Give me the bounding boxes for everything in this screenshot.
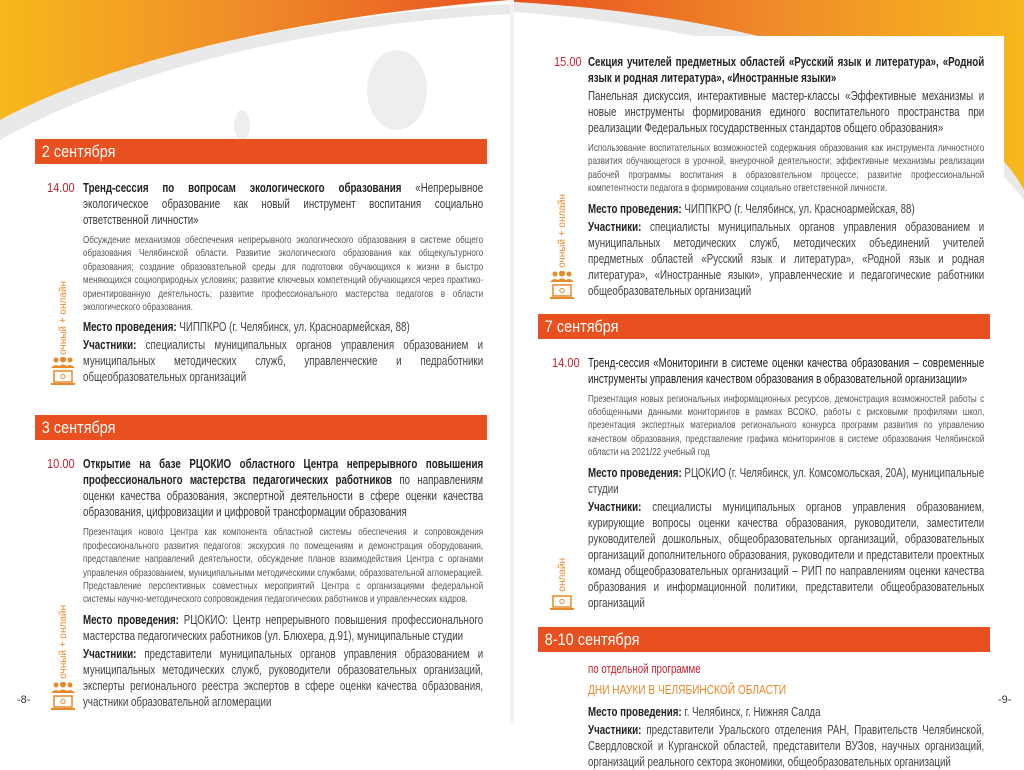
event-venue: Место проведения: РЦОКИО: Центр непрерывного повышения профессионального мастерства педагогических работников (ул. Блюхера, д.91), муниципальные студии — [83, 612, 484, 643]
event-participants: Участники: специалисты муниципальных органов управления образованием и муниципальных методических служб, управленческие и педработники общеобразовательных организаций — [83, 338, 484, 385]
event-title: ДНИ НАУКИ В ЧЕЛЯБИНСКОЙ ОБЛАСТИ — [588, 681, 787, 697]
event-title: Секция учителей предметных областей «Русский язык и литература», «Родной язык и родная литература», «Иностранные языки» — [588, 55, 985, 85]
format-label: онлайн — [556, 558, 568, 592]
people-laptop-icon — [50, 682, 76, 710]
event-participants: Участники: специалисты муниципальных органов управления образованием, курирующие вопросы оценки качества образования, руководители, заместители руководителей дошкольных, общеобразовательных организаций, образовательных организаций дополнительного образования, руководители и представители проектных команд общеобразовательных организаций – РИП по направлениям оценки качества образования и информационной политики, представители общеобразовательных организаций — [588, 499, 985, 610]
format-label: очный + онлайн — [57, 605, 69, 679]
event-title: Тренд-сессия «Мониторинги в системе оценки качества образования – современные инструменты управления качеством образования в образовательной организации» — [588, 355, 985, 386]
day-header-8-10-sep — [538, 627, 990, 652]
left-page-content — [35, 139, 487, 710]
event-participants: Участники: представители Уральского отделения РАН, Правительств Челябинской, Свердловской и Курганской областей, представители ВУЗов, научных организаций, организаций реального сектора экономики, общеобразовательных организаций — [588, 722, 985, 769]
format-label: очный + онлайн — [57, 280, 69, 355]
page-left — [0, 0, 510, 724]
format-indicator — [49, 605, 77, 710]
event-time: 14.00 — [552, 354, 580, 370]
event-center-opening — [35, 456, 487, 709]
day-date: 2 сентября — [41, 142, 116, 161]
event-description: Презентация нового Центра как компонента областной системы обеспечения и сопровождения профессионального развития педагогов: экскурсия по помещениям и демонстрация оборудования, представление направлений деятельности, обсуждение планов взаимодействия Центра с органами управления образованием, муниципальными методическими службами, образовательной агломерацией. Представление перспективных совместных мероприятий Центра с организациями федеральной системы научно-методического сопровождения педагогических работников и управленческих кадров. — [83, 527, 484, 606]
page-number: -9- — [998, 694, 1012, 706]
header-swoosh-decoration — [0, 0, 510, 140]
day-date: 3 сентября — [41, 418, 116, 438]
event-title: Открытие на базе РЦОКИО областного Центра непрерывного повышения профессионального мастерства педагогических работников по направлениям оценки качества образования, экспертной деятельности в сфере оценки качества образования, цифровизации и цифровой трансформации образования — [83, 457, 484, 520]
event-note: по отдельной программе — [588, 661, 701, 676]
event-monitoring-trend-session — [538, 355, 990, 611]
event-venue: Место проведения: г. Челябинск, г. Нижняя Салда — [588, 704, 821, 719]
event-time: 15.00 — [554, 54, 582, 69]
right-page-content — [538, 54, 990, 770]
event-venue: Место проведения: ЧИППКРО (г. Челябинск, ул. Красноармейская, 88) — [83, 320, 410, 335]
event-eco-trend-session — [35, 180, 487, 385]
format-indicator — [548, 194, 576, 299]
format-indicator — [548, 558, 576, 611]
event-title: Тренд-сессия по вопросам экологического образования «Непрерывное экологическое образование как новый инструмент воспитания социально ответственной личности» — [83, 181, 484, 227]
event-description: Презентация новых региональных информационных ресурсов, демонстрация возможностей работы с обобщенными данными мониторингов в рамках ВСОКО, работы с рисковыми профилями школ, презентация экспертных материалов регионального конкурса программ развития по управлению качеством образования, представление графика мониторингов в системе образования Челябинской области на 2021/22 учебный год — [588, 393, 985, 459]
day-header-3-sep — [35, 415, 487, 440]
format-label: очный + онлайн — [556, 193, 568, 268]
day-date: 7 сентября — [544, 316, 619, 336]
people-laptop-icon — [50, 357, 76, 385]
laptop-icon — [550, 595, 574, 611]
format-indicator — [49, 281, 77, 386]
event-language-section — [538, 54, 990, 299]
event-venue: Место проведения: РЦОКИО (г. Челябинск, ул. Комсомольская, 20А), муниципальные студии — [588, 465, 985, 496]
event-participants: Участники: представители муниципальных органов управления образованием и муниципальных методических служб, руководители образовательных организаций, эксперты регионального реестра экспертов в сфере оценки качества образования, участники образовательной агломерации — [83, 646, 484, 709]
day-date: 8-10 сентября — [544, 629, 640, 649]
event-time: 10.00 — [47, 456, 75, 472]
event-science-days — [538, 661, 990, 770]
people-laptop-icon — [549, 271, 575, 299]
page-right — [514, 0, 1024, 769]
page-number: -8- — [17, 694, 31, 706]
day-header-7-sep — [538, 314, 990, 339]
event-time: 14.00 — [47, 180, 75, 195]
event-participants: Участники: специалисты муниципальных органов управления образованием и муниципальных методических служб, методических объединений учителей предметных областей «Русский язык и литература», «Родной язык и родная литература», «Иностранные языки», управленческие и педагогические работники общеобразовательных организаций — [588, 219, 985, 298]
day-header-2-sep — [35, 139, 487, 164]
event-venue: Место проведения: ЧИППКРО (г. Челябинск, ул. Красноармейская, 88) — [588, 201, 915, 216]
event-description: Обсуждение механизмов обеспечения непрерывного экологического образования в системе общего образования Челябинской области. Развитие экологического образования как общекультурного образования; создание образовательной среды для подготовки обучающихся к жизни в быстро меняющихся социоприродных условиях; развитие ключевых компетенций обучающихся через практико-ориентированную деятельность; развитие профессионального мастерства педагогов в области экологического образования. — [83, 235, 484, 314]
event-description: Использование воспитательных возможностей содержания образования как инструмента личностного развития обучающегося в урочной, внеурочной деятельности; эффективные механизмы реализации рабочей программы воспитания в образовательном процессе; развитие профессиональной компетентности педагога в формировании социально ответственной личности. — [588, 143, 985, 195]
event-subtitle: Панельная дискуссия, интерактивные мастер-классы «Эффективные механизмы и новые инструменты формирования единого воспитательного пространства при реализации Федеральных государственных стандартов общего образования» — [588, 89, 985, 135]
